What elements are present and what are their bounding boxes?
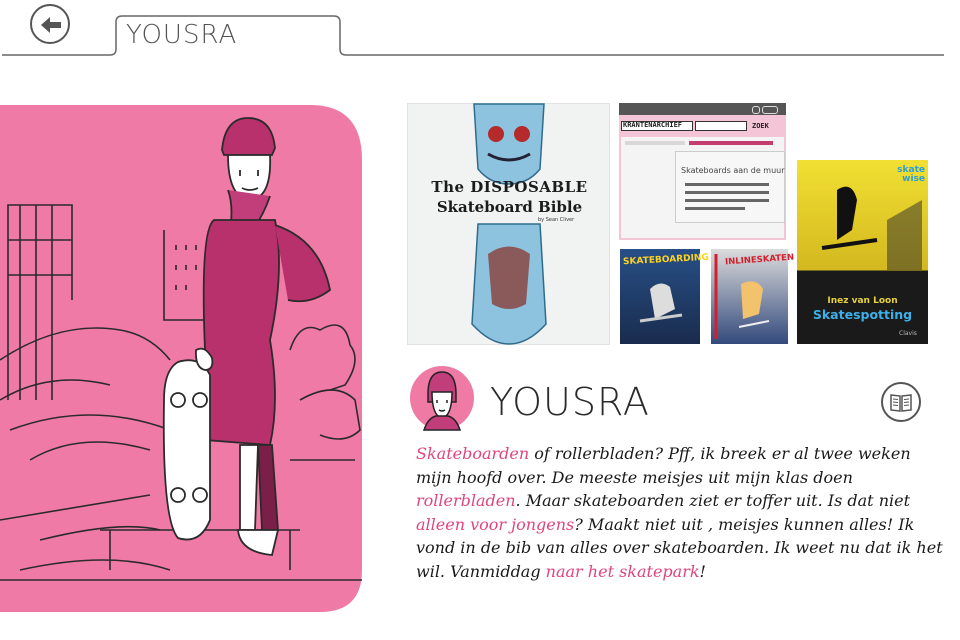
window-dots bbox=[762, 106, 778, 114]
story-text bbox=[416, 442, 946, 584]
tab-title[interactable]: YOUSRA bbox=[126, 20, 238, 50]
book1-author: by Sean Cliver bbox=[538, 217, 575, 223]
arrow-left-icon bbox=[39, 14, 63, 36]
keyword-naar-het-skatepark[interactable]: naar het skatepark bbox=[545, 561, 700, 581]
book-cover-skatespotting[interactable] bbox=[797, 160, 928, 344]
book5-author: Inez van Loon bbox=[827, 296, 898, 306]
keyword-alleen-voor-jongens[interactable]: alleen voor jongens bbox=[416, 514, 575, 534]
skateboard-deck-image bbox=[408, 104, 611, 346]
avatar bbox=[410, 366, 474, 430]
book-cover-disposable-skateboard-bible[interactable] bbox=[407, 103, 610, 345]
yousra-avatar-icon bbox=[410, 366, 474, 430]
book1-title-line1: The DISPOSABLE bbox=[431, 178, 588, 196]
book1-title-line2: Skateboard Bible bbox=[436, 198, 583, 216]
browser-bar bbox=[619, 103, 786, 115]
character-name: YOUSRA bbox=[490, 380, 650, 424]
search-label: ZOEK bbox=[752, 122, 769, 130]
tab-bar bbox=[0, 0, 960, 60]
book5-publisher: Clavis bbox=[899, 330, 917, 337]
keyword-rollerbladen[interactable]: rollerbladen bbox=[416, 491, 516, 511]
book5-series: skate wise bbox=[897, 165, 925, 184]
book4-title: INLINESKATEN bbox=[724, 252, 795, 268]
book-cover-skateboarding[interactable] bbox=[620, 249, 710, 344]
window-dot-2 bbox=[752, 106, 760, 114]
book-cover-inlineskaten[interactable] bbox=[711, 249, 795, 344]
story-segment: ? Maakt niet uit , meisjes kunnen alles! Ik vond in de bib van alles over skateboarden. Ik weet nu dat ik het wil. Vanmiddag bbox=[416, 514, 943, 581]
story-segment: . Maar skateboarden ziet er toffer uit. Is dat niet bbox=[515, 491, 911, 511]
book5-title: Skatespotting bbox=[812, 307, 913, 322]
headline: Skateboards aan de muur bbox=[681, 166, 785, 175]
inline-skater-photo bbox=[711, 249, 788, 344]
story-segment: of rollerbladen? Pff, ik breek er al twee weken mijn hoofd over. De meeste meisjes uit mijn klas doen bbox=[416, 444, 911, 487]
read-book-button[interactable] bbox=[881, 382, 921, 422]
story-segment: ! bbox=[699, 561, 706, 581]
yousra-illustration bbox=[0, 100, 366, 615]
newspaper-archive-thumbnail[interactable] bbox=[619, 103, 786, 240]
keyword-skateboarden[interactable]: Skateboarden bbox=[416, 444, 530, 463]
book3-title: SKATEBOARDING bbox=[622, 252, 710, 268]
back-button[interactable] bbox=[30, 4, 70, 44]
open-book-icon bbox=[890, 393, 912, 412]
skater-photo bbox=[620, 249, 700, 344]
archive-label: KRANTENARCHIEF bbox=[623, 121, 683, 129]
